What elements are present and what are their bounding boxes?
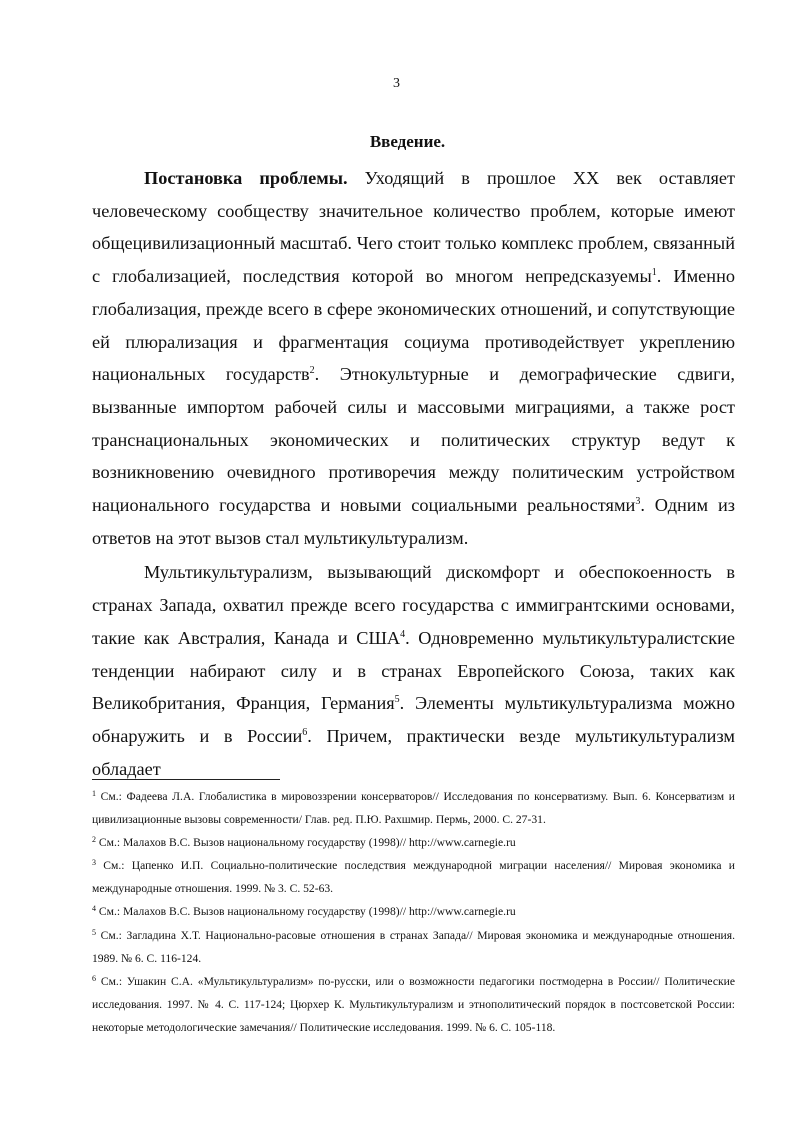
footnote-separator <box>92 779 280 780</box>
paragraph-multiculturalism <box>92 556 735 785</box>
text-segment: . Одним из ответов на этот вызов стал мультикультурализм. <box>92 495 735 548</box>
footnote-ref-3[interactable]: 3 <box>635 496 641 508</box>
footnote-4 <box>92 900 735 923</box>
footnote-text: См.: Малахов В.С. Вызов национальному государству (1998)// http://www.carnegie.ru <box>96 905 516 919</box>
footnote-text: См.: Малахов В.С. Вызов национальному государству (1998)// http://www.carnegie.ru <box>96 836 516 850</box>
footnotes <box>92 785 735 1039</box>
footnote-3 <box>92 854 735 900</box>
footnote-ref-6[interactable]: 6 <box>302 726 308 738</box>
footnote-number: 2 <box>92 835 96 845</box>
footnote-5 <box>92 924 735 970</box>
footnote-text: См.: Ушакин С.А. «Мультикультурализм» по-русски, или о возможности педагогики постмодерна в России// Политические исследования. 1997. № 4. С. 117-124; Цюрхер К. Мультикультурализм и этнополитический порядок в постсоветской России: некоторые методологические замечания// Политические исследования. 1999. № 6. С. 105-118. <box>92 974 735 1034</box>
footnote-6 <box>92 970 735 1039</box>
text-segment: . Причем, практически везде мультикультурализм обладает <box>92 725 735 779</box>
text-segment: Уходящий в прошлое XX век оставляет человеческому сообществу значительное количество проблем, которые имеют общецивилизационный масштаб. Чего стоит только комплекс проблем, связанный с глобализацией, последствия которой во многом непредсказуемы <box>92 168 735 287</box>
text-segment: Мультикультурализм, вызывающий дискомфорт и обеспокоенность в странах Запада, охватил прежде всего государства с иммигрантскими основами, такие как Австралия, Канада и США <box>92 562 735 648</box>
footnote-text: См.: Фадеева Л.А. Глобалистика в мировоззрении консерваторов// Исследования по консерватизму. Вып. 6. Консерватизм и цивилизационные вызовы современности/ Глав. ред. П.Ю. Рахшмир. Пермь, 2000. С. 27-31. <box>92 790 735 827</box>
footnote-number: 4 <box>92 904 96 914</box>
footnote-2 <box>92 831 735 854</box>
text-segment: . Элементы мультикультурализма можно обнаружить и в России <box>92 693 735 746</box>
footnote-number: 1 <box>92 789 96 798</box>
footnote-ref-4[interactable]: 4 <box>400 628 406 640</box>
text-segment: . Одновременно мультикультуралистские тенденции набирают силу и в странах Европейского Союза, таких как Великобритания, Франция, Германия <box>92 627 735 714</box>
section-heading: Введение. <box>369 132 446 151</box>
text-segment: . Этнокультурные и демографические сдвиги, вызванные импортом рабочей силы и массовыми миграциями, а также рост транснациональных экономических и политических структур ведут к возникновению очевидного противоречия между политическим устройством национального государства и новыми социальными реальностями <box>92 364 735 516</box>
page-number: 3 <box>393 76 400 91</box>
paragraph-problem-statement <box>92 162 735 554</box>
footnote-number: 3 <box>92 858 96 868</box>
footnote-number: 6 <box>92 973 96 983</box>
footnote-text: См.: Загладина Х.Т. Национально-расовые отношения в странах Запада// Мировая экономика и международные отношения. 1989. № 6. С. 116-124. <box>92 928 735 965</box>
lead-phrase: Постановка проблемы. <box>144 168 348 188</box>
footnote-ref-5[interactable]: 5 <box>394 694 400 706</box>
footnote-1 <box>92 785 735 831</box>
footnote-text: См.: Цапенко И.П. Социально-политические последствия международной миграции населения// Мировая экономика и международные отношения. 1999. № 3. С. 52-63. <box>92 859 735 896</box>
body-text <box>92 162 735 785</box>
footnote-ref-2[interactable]: 2 <box>309 365 315 377</box>
footnote-ref-1[interactable]: 1 <box>651 267 657 279</box>
footnote-number: 5 <box>92 927 96 937</box>
text-segment: . Именно глобализация, прежде всего в сфере экономических отношений, и сопутствующие ей плюрализация и фрагментация социума противодействует укреплению национальных государств <box>92 266 735 385</box>
